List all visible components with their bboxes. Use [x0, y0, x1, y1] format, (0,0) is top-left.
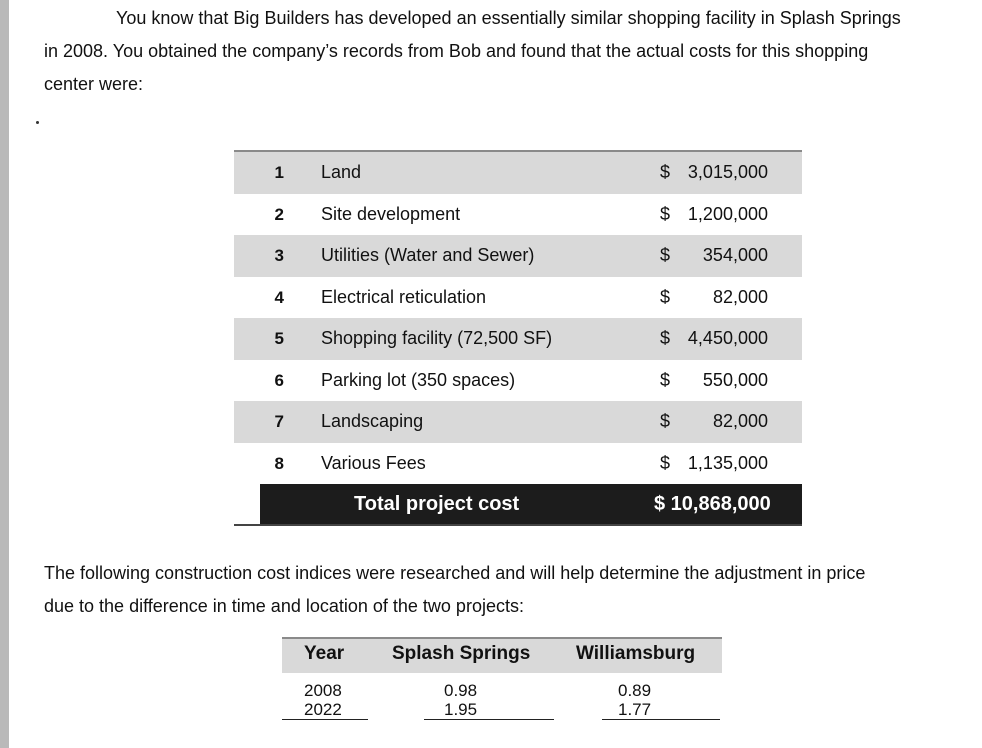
cost-row-8: [234, 443, 802, 485]
indices-paragraph: [44, 557, 974, 623]
cost-table: [234, 150, 802, 526]
intro-paragraph: [44, 2, 974, 101]
cost-item: Site development: [321, 203, 461, 224]
row-number: 6: [274, 370, 284, 390]
stray-dot: [36, 121, 39, 124]
total-row: [260, 484, 802, 526]
intro-line-3: center were:: [44, 74, 144, 94]
indices-line-1: The following construction cost indices were researched and will help determine the adjustment in price: [44, 563, 866, 583]
cost-amount: 354,000: [702, 245, 768, 265]
cost-amount: 4,450,000: [687, 328, 768, 348]
row-number: 1: [274, 163, 284, 182]
currency-sign: $: [660, 162, 671, 182]
indices-line-2: due to the difference in time and location of the two projects:: [44, 596, 524, 616]
row-number: 4: [274, 287, 284, 307]
currency-sign: $: [660, 286, 671, 307]
cost-item: Various Fees: [321, 452, 426, 473]
cost-row-5: [234, 318, 802, 360]
left-margin-bar: [0, 0, 9, 748]
header-williamsburg: Williamsburg: [576, 643, 696, 664]
currency-sign: $: [660, 245, 671, 265]
indices-header-row: [282, 637, 722, 673]
total-label: Total project cost: [354, 493, 520, 515]
cost-amount: 3,015,000: [687, 162, 768, 182]
cost-item: Utilities (Water and Sewer): [321, 245, 535, 265]
cost-amount: 1,200,000: [687, 203, 768, 224]
intro-line-2: in 2008. You obtained the company’s records from Bob and found that the actual costs for this shopping: [44, 41, 869, 61]
cost-row-7: [234, 401, 802, 443]
cost-row-6: [234, 360, 802, 402]
cost-amount: 550,000: [702, 369, 768, 390]
row-number: 8: [274, 453, 284, 473]
header-year: Year: [304, 643, 345, 664]
splash-2022: 1.95: [424, 700, 554, 720]
splash-2008: 0.98: [444, 681, 478, 700]
year-2008: 2008: [304, 681, 342, 700]
indices-table: [282, 637, 722, 725]
year-2022: 2022: [282, 700, 368, 720]
year-column: [282, 681, 368, 720]
cost-amount: 82,000: [712, 411, 768, 431]
williams-column: [602, 681, 720, 720]
header-splash-springs: Splash Springs: [392, 643, 531, 664]
cost-row-4: [234, 277, 802, 319]
currency-sign: $: [660, 203, 671, 224]
cost-item: Parking lot (350 spaces): [321, 369, 516, 390]
cost-item: Land: [321, 162, 362, 182]
currency-sign: $: [660, 328, 671, 348]
cost-amount: 1,135,000: [687, 452, 768, 473]
cost-item: Landscaping: [321, 411, 424, 431]
currency-sign: $: [660, 369, 671, 390]
total-amount: $ 10,868,000: [654, 493, 771, 515]
row-number: 7: [274, 412, 284, 431]
williams-2008: 0.89: [618, 681, 652, 700]
currency-sign: $: [660, 452, 671, 473]
row-number: 3: [274, 246, 284, 265]
cost-row-2: [234, 194, 802, 236]
cost-amount: 82,000: [712, 286, 768, 307]
cost-item: Electrical reticulation: [321, 286, 487, 307]
indices-body: [282, 673, 722, 725]
cost-row-1: [234, 152, 802, 194]
cost-row-3: [234, 235, 802, 277]
cost-table-bottom-rule: [234, 524, 802, 526]
williams-2022: 1.77: [602, 700, 720, 720]
currency-sign: $: [660, 411, 671, 431]
intro-line-1: You know that Big Builders has developed an essentially similar shopping facility in Splash Springs: [116, 8, 901, 28]
row-number: 2: [274, 204, 284, 224]
splash-column: [424, 681, 554, 720]
cost-item: Shopping facility (72,500 SF): [321, 328, 553, 348]
row-number: 5: [274, 329, 284, 348]
